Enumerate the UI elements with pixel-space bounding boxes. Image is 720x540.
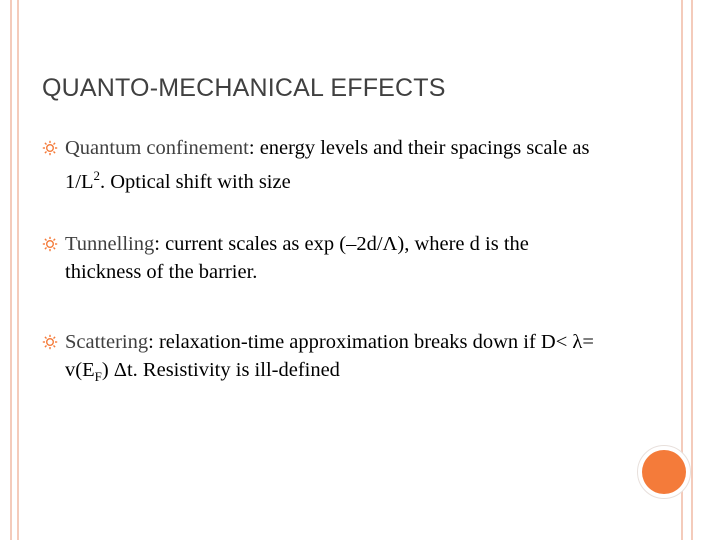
bullet-desc: : current scales as exp (–2d/Λ), where d is the: [154, 233, 529, 255]
formula-text: v(E: [65, 359, 95, 381]
bullet-text: [65, 134, 685, 196]
formula-text: 1/L: [65, 170, 94, 193]
bullet-line-2: [65, 162, 685, 196]
bullet-term: Tunnelling: [65, 233, 155, 255]
formula-superscript: 2: [93, 168, 100, 183]
bullet-term: Quantum confinement: [65, 137, 249, 159]
bullet-desc-cont: ) Δt. Resistivity is ill-defined: [101, 359, 340, 381]
decorative-orange-circle: [642, 450, 686, 494]
bullet-term: Scattering: [65, 331, 149, 353]
bullet-line-2: thickness of the barrier.: [65, 261, 258, 283]
bullet-line-2: [65, 356, 685, 391]
slide-title: QUANTO-MECHANICAL EFFECTS: [42, 74, 446, 102]
sun-icon: [42, 334, 58, 350]
bullet-text: [65, 230, 685, 286]
bullet-line-1: [65, 328, 685, 356]
bullet-text: [65, 328, 685, 391]
bullet-desc-cont: . Optical shift with size: [99, 170, 291, 193]
bullet-desc: : energy levels and their spacings scale as: [248, 137, 590, 159]
formula-subscript: F: [94, 369, 102, 385]
bullet-desc: : relaxation-time approximation breaks down if D< λ=: [148, 331, 594, 353]
sun-icon: [42, 236, 58, 252]
frame-inner-left-border: [17, 0, 19, 540]
bullet-line-1: [65, 230, 685, 258]
sun-icon: [42, 140, 58, 156]
bullet-line-1: [65, 134, 685, 162]
